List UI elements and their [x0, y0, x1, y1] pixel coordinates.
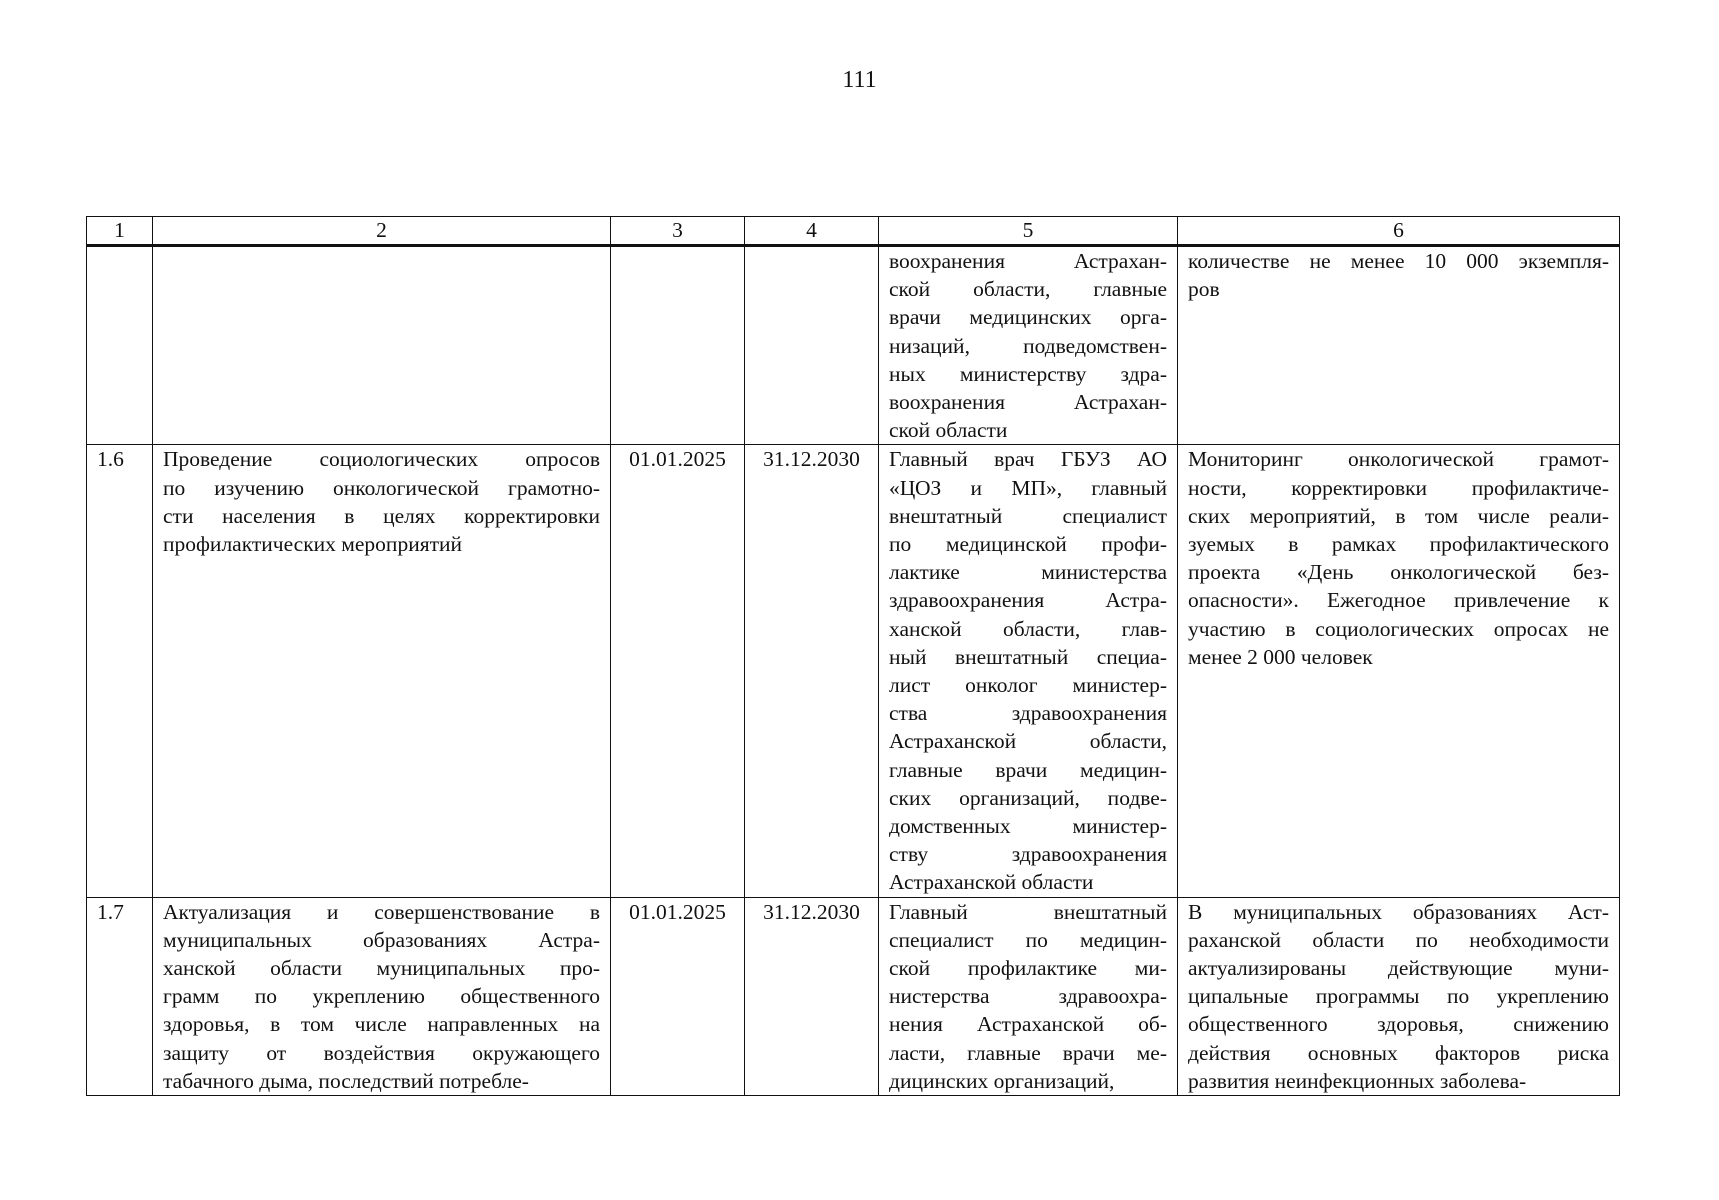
text-line: здоровья, в том числе направленных на: [163, 1012, 600, 1037]
cell-result: [1178, 445, 1620, 897]
cell-responsible: [879, 897, 1178, 1095]
text-line: «ЦОЗ и МП», главный: [889, 475, 1167, 500]
text-line: ципальные программы по укреплению: [1188, 984, 1609, 1009]
text-line: ской области: [889, 418, 1008, 443]
column-header: 3: [611, 217, 745, 246]
text-line: менее 2 000 человек: [1188, 644, 1373, 669]
text-line: воохранения Астрахан-: [889, 249, 1167, 273]
text-line: муниципальных образованиях Астра-: [163, 927, 600, 952]
text-line: ству здравоохранения: [889, 842, 1167, 867]
column-header: 4: [745, 217, 879, 246]
text-line: главные врачи медицин-: [889, 757, 1167, 782]
cell-measure: [153, 246, 611, 445]
text-line: ласти, главные врачи ме-: [889, 1040, 1167, 1065]
text-line: Актуализация и совершенствование в: [163, 899, 600, 924]
cell-end-date: [745, 246, 879, 445]
text-line: Астраханской области,: [889, 729, 1167, 754]
text-line: Главный внештатный: [889, 899, 1167, 924]
cell-measure: [153, 897, 611, 1095]
text-line: Главный врач ГБУЗ АО: [889, 447, 1167, 472]
cell-result: [1178, 897, 1620, 1095]
text-line: зуемых в рамках профилактического: [1188, 532, 1609, 557]
text-line: действия основных факторов риска: [1188, 1040, 1609, 1065]
text-line: лист онколог министер-: [889, 673, 1167, 698]
cell-end-date: 31.12.2030: [745, 897, 879, 1095]
cell-measure: [153, 445, 611, 897]
table-row: [87, 246, 1620, 445]
text-line: развития неинфекционных заболева-: [1188, 1068, 1527, 1093]
text-line: профилактических мероприятий: [163, 532, 462, 557]
text-line: ских мероприятий, в том числе реали-: [1188, 503, 1609, 528]
column-header: 6: [1178, 217, 1620, 246]
text-line: Астраханской области: [889, 870, 1094, 895]
text-line: ства здравоохранения: [889, 701, 1167, 726]
text-line: Проведение социологических опросов: [163, 447, 600, 472]
table-row: [87, 445, 1620, 897]
column-header: 5: [879, 217, 1178, 246]
text-line: сти населения в целях корректировки: [163, 503, 600, 528]
cell-number: 1.7: [87, 897, 153, 1095]
text-line: низаций, подведомствен-: [889, 333, 1167, 358]
cell-responsible: [879, 246, 1178, 445]
text-line: табачного дыма, последствий потребле-: [163, 1068, 529, 1093]
text-line: ности, корректировки профилактиче-: [1188, 475, 1609, 500]
page-number: 111: [842, 67, 877, 93]
text-line: грамм по укреплению общественного: [163, 984, 600, 1009]
cell-number: [87, 246, 153, 445]
column-header: 1: [87, 217, 153, 246]
text-line: ских организаций, подве-: [889, 785, 1167, 810]
text-line: ров: [1188, 277, 1220, 302]
text-line: ханской области муниципальных про-: [163, 956, 600, 981]
text-line: нистерства здравоохра-: [889, 984, 1167, 1009]
table-header-row: [87, 217, 1620, 246]
cell-number: 1.6: [87, 445, 153, 897]
text-line: проекта «День онкологической без-: [1188, 560, 1609, 585]
text-line: лактике министерства: [889, 560, 1167, 585]
text-line: по изучению онкологической грамотно-: [163, 475, 600, 500]
table-row: [87, 897, 1620, 1095]
text-line: ных министерству здра-: [889, 361, 1167, 386]
cell-start-date: 01.01.2025: [611, 897, 745, 1095]
text-line: Мониторинг онкологической грамот-: [1188, 447, 1609, 472]
cell-end-date: 31.12.2030: [745, 445, 879, 897]
text-line: дицинских организаций,: [889, 1068, 1115, 1093]
text-line: специалист по медицин-: [889, 927, 1167, 952]
text-line: участию в социологических опросах не: [1188, 616, 1609, 641]
text-line: количестве не менее 10 000 экземпля-: [1188, 249, 1609, 273]
text-line: ханской области, глав-: [889, 616, 1167, 641]
text-line: здравоохранения Астра-: [889, 588, 1167, 613]
cell-responsible: [879, 445, 1178, 897]
text-line: защиту от воздействия окружающего: [163, 1040, 600, 1065]
text-line: актуализированы действующие муни-: [1188, 956, 1609, 981]
program-measures-table: [86, 216, 1620, 1096]
text-line: опасности». Ежегодное привлечение к: [1188, 588, 1609, 613]
text-line: внештатный специалист: [889, 503, 1167, 528]
text-line: общественного здоровья, снижению: [1188, 1012, 1609, 1037]
text-line: врачи медицинских орга-: [889, 305, 1167, 330]
text-line: нения Астраханской об-: [889, 1012, 1167, 1037]
text-line: ный внештатный специа-: [889, 644, 1167, 669]
cell-result: [1178, 246, 1620, 445]
text-line: раханской области по необходимости: [1188, 927, 1609, 952]
text-line: домственных министер-: [889, 814, 1167, 839]
text-line: по медицинской профи-: [889, 532, 1167, 557]
text-line: ской области, главные: [889, 277, 1167, 302]
cell-start-date: [611, 246, 745, 445]
text-line: ской профилактике ми-: [889, 956, 1167, 981]
text-line: воохранения Астрахан-: [889, 390, 1167, 415]
column-header: 2: [153, 217, 611, 246]
cell-start-date: 01.01.2025: [611, 445, 745, 897]
text-line: В муниципальных образованиях Аст-: [1188, 899, 1609, 924]
